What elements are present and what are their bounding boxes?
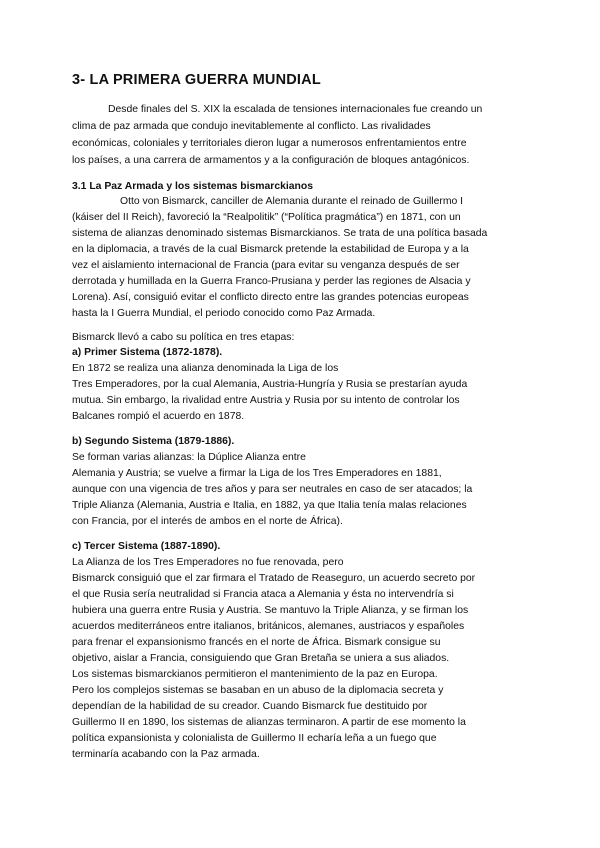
intro-line: clima de paz armada que condujo inevitablemente al conflicto. Las rivalidades	[72, 121, 431, 132]
subsection-line: Balcanes rompió el acuerdo en 1878.	[72, 411, 245, 422]
section-line: derrotada y humillada en la Guerra Franco-Prusiana y perder las regiones de Alsacia y	[72, 276, 471, 287]
subsection-line: Alemania y Austria; se vuelve a firmar la Liga de los Tres Emperadores en 1881,	[72, 468, 442, 479]
subsection-line: hubiera una guerra entre Rusia y Austria. Se mantuvo la Triple Alianza, y se firman los	[72, 605, 469, 616]
subsection-line: Se forman varias alianzas: la Dúplice Alianza entre	[72, 452, 306, 463]
subsection-heading: b) Segundo Sistema (1879-1886).	[72, 436, 235, 447]
subsection-line: Triple Alianza (Alemania, Austria e Italia, en 1882, ya que Italia tenía malas relaciones	[72, 500, 467, 511]
intro-line: económicas, coloniales y territoriales dieron lugar a numerosos enfrentamientos entre	[72, 138, 467, 149]
page-title: 3- LA PRIMERA GUERRA MUNDIAL	[72, 72, 321, 88]
subsection-line: objetivo, aislar a Francia, consiguiendo que Gran Bretaña se uniera a sus aliados.	[72, 653, 450, 664]
section-line: Otto von Bismarck, canciller de Alemania durante el reinado de Guillermo I	[120, 196, 464, 207]
subsection-line: Los sistemas bismarckianos permitieron el mantenimiento de la paz en Europa.	[72, 669, 438, 680]
subsection-line: Tres Emperadores, por la cual Alemania, Austria-Hungría y Rusia se prestarían ayuda	[72, 379, 468, 390]
subsection-line: La Alianza de los Tres Emperadores no fue renovada, pero	[72, 557, 344, 568]
subsection-line: política expansionista y colonialista de Guillermo II echaría leña a un fuego que	[72, 733, 437, 744]
subsection-line: el que Rusia sería neutralidad si Francia ataca a Alemania y ésta no intervendría si	[72, 589, 454, 600]
subsection-line: Bismarck consiguió que el zar firmara el Tratado de Reaseguro, un acuerdo secreto por	[72, 573, 476, 584]
intro-line: Desde finales del S. XIX la escalada de tensiones internacionales fue creando un	[108, 104, 483, 115]
subsection-line: aunque con una vigencia de tres años y para ser neutrales en caso de ser atacados; la	[72, 484, 473, 495]
subsection-line: con Francia, por el interés de ambos en el norte de África).	[72, 516, 343, 527]
subsection-line: terminaría acabando con la Paz armada.	[72, 749, 260, 760]
subsection-heading: a) Primer Sistema (1872-1878).	[72, 347, 223, 358]
section-line: vez el aislamiento internacional de Francia (para evitar su venganza después de ser	[72, 260, 460, 271]
section-line: sistema de alianzas denominado sistemas Bismarckianos. Se trata de una política basada	[72, 228, 488, 239]
section-line: en la diplomacia, a través de la cual Bismarck pretende la estabilidad de Europa y a la	[72, 244, 469, 255]
subsection-line: En 1872 se realiza una alianza denominada la Liga de los	[72, 363, 339, 374]
subsection-line: acuerdos mediterráneos entre italianos, británicos, alemanes, austriacos y españoles	[72, 621, 465, 632]
subsection-line: mutua. Sin embargo, la rivalidad entre Austria y Rusia por su intento de controlar los	[72, 395, 460, 406]
section-line: Lorena). Así, consiguió evitar el conflicto directo entre las grandes potencias europeas	[72, 292, 469, 303]
subsection-line: Pero los complejos sistemas se basaban en un abuso de la diplomacia secreta y	[72, 685, 444, 696]
intro-line: los países, a una carrera de armamentos y a la configuración de bloques antagónicos.	[72, 155, 470, 166]
section-line: hasta la I Guerra Mundial, el periodo conocido como Paz Armada.	[72, 308, 376, 319]
stages-intro: Bismarck llevó a cabo su política en tres etapas:	[72, 332, 295, 343]
section-line: (káiser del II Reich), favoreció la “Realpolitik” (“Política pragmática”) en 1871, con un	[72, 212, 461, 223]
subsection-line: dependían de la habilidad de su creador. Cuando Bismarck fue destituido por	[72, 701, 428, 712]
section-heading: 3.1 La Paz Armada y los sistemas bismarckianos	[72, 181, 314, 192]
subsection-line: para frenar el expansionismo francés en el norte de África. Bismark consigue su	[72, 637, 441, 648]
subsection-heading: c) Tercer Sistema (1887-1890).	[72, 541, 221, 552]
subsection-line: Guillermo II en 1890, los sistemas de alianzas terminaron. A partir de ese momento la	[72, 717, 466, 728]
